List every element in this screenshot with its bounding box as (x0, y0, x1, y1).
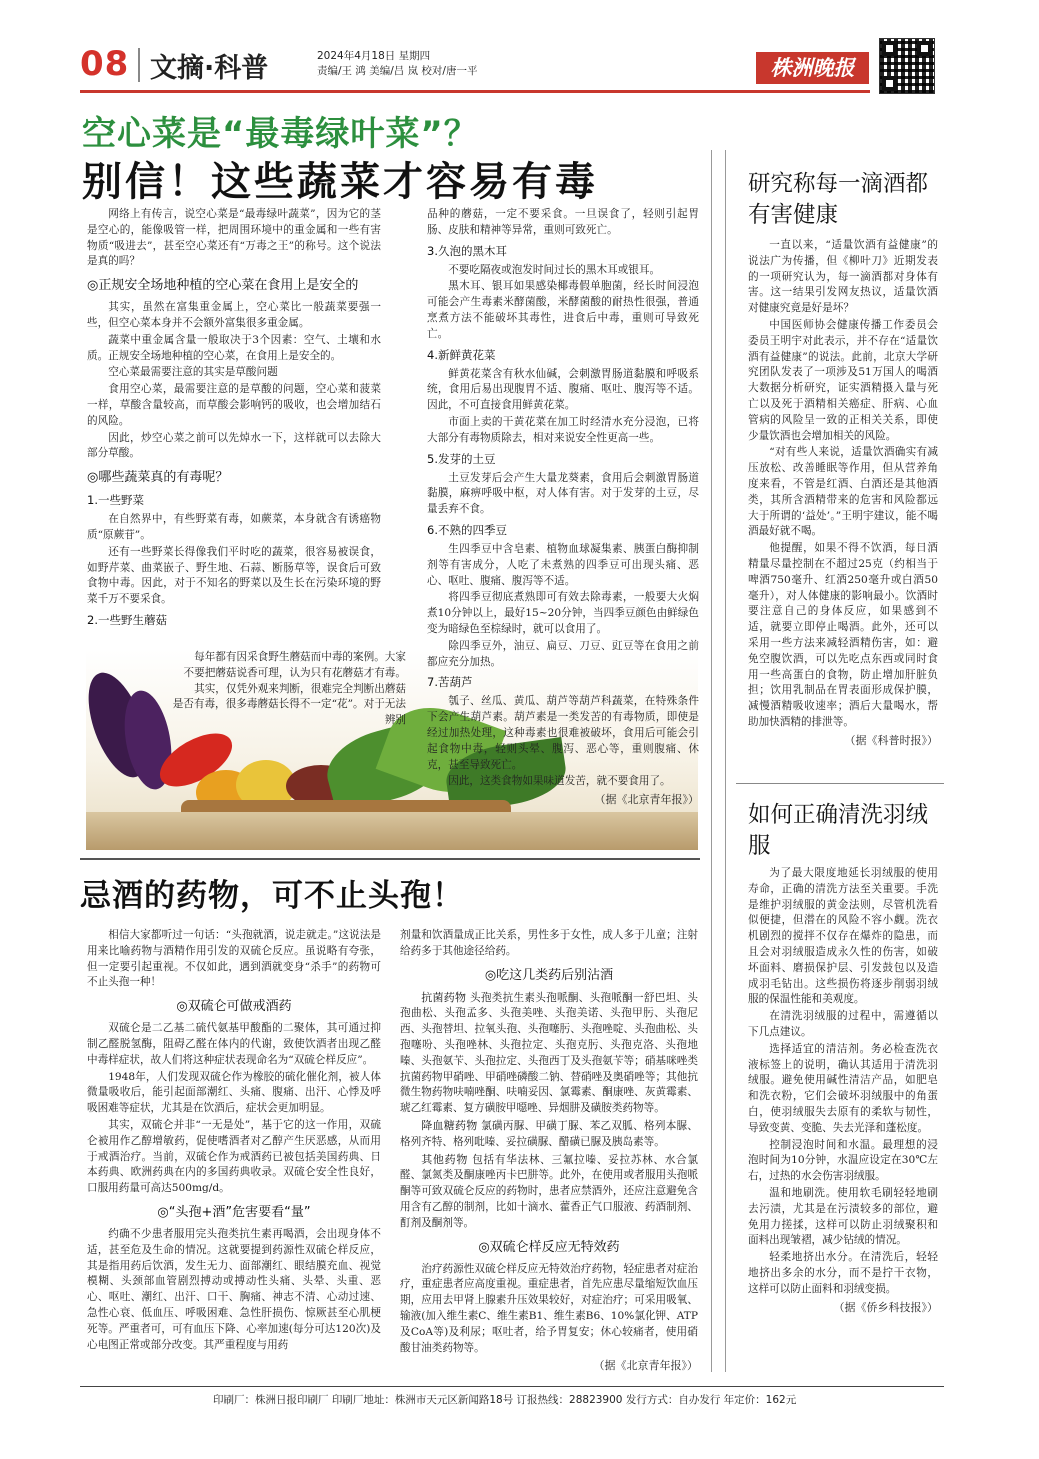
header-rule (80, 90, 870, 93)
article1-column-left (87, 207, 381, 632)
article1-paragraph: 瓠子、丝瓜、黄瓜、葫芦等葫芦科蔬菜，在特殊条件下会产生葫芦素。葫芦素是一类发苦的有毒物质，即使是经过加热处理，这种毒素也很难被破坏，食用后可能会引起食物中毒，轻则头晕、腹泻、恶心等，重则腹痛、休克，甚至导致死亡。 (427, 695, 699, 771)
article4-paragraph: 温和地刷洗。使用软毛刷轻轻地刷去污渍，尤其是在污渍较多的部位，避免用力搓揉，这样可以防止羽绒聚积和面料出现皱褶，减少钻绒的情况。 (748, 1186, 938, 1247)
article3-paragraph: 他提醒，如果不得不饮酒，每日酒精量尽量控制在不超过25克（约相当于啤酒750毫升、红酒250毫升或白酒50毫升），对人体健康的影响最小。饮酒时要注意自己的身体反应，如果感到不适，就要立即停止喝酒。此外，还可以采用一些方法来减轻酒精伤害，如：避免空腹饮酒，可以先吃点东西或同时食用一些高蛋白的食物，防止增加肝脏负担；饮用乳制品在胃表面形成保护膜，减慢酒精吸收速率；酒后大量喝水，帮助加快酒精的排泄等。 (748, 542, 938, 728)
drug-category-label: 其他药物 (421, 1152, 469, 1166)
right-column-rule (736, 783, 944, 784)
article1-paragraph: 因此，炒空心菜之前可以先焯水一下，这样就可以去除大部分草酸。 (87, 431, 381, 460)
article2-heading-4: ◎双硫仑样反应无特效药 (478, 1239, 620, 1255)
article1-subheading: 3.久泡的黑木耳 (427, 243, 507, 258)
article2-paragraph: 约确不少患者服用完头孢类抗生素再喝酒，会出现身体不适，甚至危及生命的情况。这就要提到药源性双硫仑样反应，其是指用药后饮酒，发生无力、面部潮红、眼结膜充血、视觉模糊、头颈部血管剧烈搏动或搏动性头痛、头晕、头重、恶心、呕吐、潮红、出汗、口干、胸痛、神志不清、心动过速、急性心衰、低血压、呼吸困难、急性肝损伤、惊厥甚至心肌梗死等。严重者可，可有血压下降、心率加速(每分可达120次)及心电图正常或部分改变。其严重程度与用药 (87, 1227, 381, 1351)
article4-paragraph: 为了最大限度地延长羽绒服的使用寿命，正确的清洗方法至关重要。手洗是维护羽绒服的黄金法则，尽管机洗看似便捷，但潜在的风险不容小觑。洗衣机剧烈的搅拌不仅存在爆炸的隐患，而且会对羽绒服造成永久性的伤害，如破坏面料、磨损保护层、引发鼓包以及造成羽毛钻出。这些损伤将逐步削弱羽绒服的保温性能和美观度。 (748, 867, 938, 1006)
article2-paragraph: 双硫仑是二乙基二硫代氨基甲酸酯的二聚体，其可通过抑制乙醛脱氢酶，阻碍乙醛在体内的代谢，致使饮酒者出现乙醛中毒样症状，故人们将这种症状表现命名为“双硫仑样反应”。 (87, 1022, 381, 1066)
article1-title-line2: 别信！这些蔬菜才容易有毒 (82, 159, 598, 205)
qr-code-icon (879, 38, 935, 94)
footer-rule (80, 1386, 944, 1387)
article2-title: 忌酒的药物，可不止头孢！ (80, 878, 464, 914)
article1-heading-1: ◎正规安全场地种植的空心菜在食用上是安全的 (87, 278, 359, 294)
footer-printing-info: 印刷厂：株洲日报印刷厂 印刷厂地址：株洲市天元区新闻路18号 订报热线：28823900 发行方式：自办发行 年定价：162元 (213, 1394, 797, 1406)
drug-list: 氯磺丙脲、甲磺丁脲、苯乙双胍、格列本脲、格列齐特、格列吡嗪、妥拉磺脲、醋磺已脲及胰岛素等。 (400, 1119, 699, 1148)
article4-paragraph: 控制浸泡时间和水温。最理想的浸泡时间为10分钟，水温应设定在30℃左右，过热的水会伤害羽绒服。 (748, 1138, 938, 1183)
mushroom-text-block (170, 650, 406, 729)
article1-paragraph: 每年都有因采食野生蘑菇而中毒的案例。大家不要把蘑菇说香可理，认为只有花蘑菇才有毒。 (183, 651, 406, 679)
page-number: 08 (80, 44, 130, 84)
section-name: 文摘·科普 (150, 53, 269, 84)
article1-paragraph: 不要吃隔夜或泡发时间过长的黑木耳或银耳。 (448, 263, 661, 276)
article2-source: （据《北京青年报》） (593, 1359, 698, 1373)
drug-category-label: 降血糖药物 (421, 1118, 478, 1132)
article1-paragraph: 土豆发芽后会产生大量龙葵素，食用后会刺激胃肠道黏膜，麻痹呼吸中枢，对人体有害。对于发芽的土豆，尽量丢弃不食。 (427, 471, 699, 516)
article1-subheading: 1.一些野菜 (87, 493, 144, 508)
column-divider (725, 150, 726, 1372)
article3-source: （据《科普时报》） (844, 733, 938, 747)
article1-paragraph: 将四季豆彻底煮熟即可有效去除毒素，一般要大火焖煮10分钟以上，最好15~20分钟，当四季豆颜色由鲜绿色变为暗绿色至棕绿时，就可以食用了。 (427, 591, 699, 635)
article1-subheading: 5.发芽的土豆 (427, 451, 496, 466)
article1-paragraph: 空心菜最需要注意的其实是草酸问题 (108, 366, 278, 379)
article1-paragraph: 黑木耳、银耳如果感染椰毒假单胞菌，经长时间浸泡可能会产生毒素米酵菌酸，米酵菌酸的耐热性很强，普通烹煮方法不能破坏其毒性，进食后中毒，重则可导致死亡。 (427, 280, 699, 340)
article1-paragraph: 蔬菜中重金属含量一般取决于3个因素：空气、土壤和水质。正规安全场地种植的空心菜，在食用上是安全的。 (87, 333, 381, 362)
article2-paragraph: 1948年，人们发现双硫仑作为橡胶的硫化催化剂，被人体微量吸收后，能引起面部潮红、头痛、腹痛、出汗、心悸及呼吸困难等症状，尤其是在饮酒后，症状会更加明显。 (87, 1070, 381, 1115)
newspaper-logo: 株洲晚报 (756, 52, 869, 84)
article2-paragraph: 治疗药源性双硫仑样反应无特效治疗药物，轻症患者对症治疗，重症患者应高度重视。重症患者，首先应患尽量缩短饮血压期，应用去甲肾上腺素升压效果较好，对症治疗；可采用吸氧、输液(加入维生素C、维生素B1、维生素B6、10%氯化钾、ATP及CoA等)及利尿；呕吐者，给予胃复安；休心较痛者，使用硝酸甘油类药物等。 (400, 1262, 698, 1354)
article1-subheading: 4.新鲜黄花菜 (427, 347, 496, 362)
article4-body (748, 866, 938, 1315)
article1-paragraph: 鲜黄花菜含有秋水仙碱，会刺激胃肠道黏膜和呼吸系统，食用后易出现腹胃不适、腹痛、呕吐、腹泻等不适。因此，不可直接食用鲜黄花菜。 (427, 367, 699, 412)
article2-heading-2: ◎“头孢+酒”危害要看“量” (157, 1204, 311, 1220)
article4-paragraph: 在清洗羽绒服的过程中，需遵循以下几点建议。 (748, 1010, 938, 1038)
article1-heading-2: ◎哪些蔬菜真的有毒呢？ (87, 470, 229, 486)
column-divider (711, 150, 712, 1372)
article1-paragraph: 其实，虽然在富集重金属上，空心菜比一般蔬菜要强一些，但空心菜本身并不会额外富集很多重金属。 (87, 301, 381, 329)
article4-paragraph: 选择适宜的清洁剂。务必检查洗衣液标签上的说明，确认其适用于清洗羽绒服。避免使用碱性清洁产品，如肥皂和洗衣粉，它们会破坏羽绒服中的角蛋白，使羽绒服失去原有的柔软与韧性，导致变黄、变脆、失去光泽和蓬松度。 (748, 1042, 938, 1134)
article1-paragraph: 其实，仅凭外观来判断，很难完全判断出蘑菇是否有毒，很多毒蘑菇长得不一定“花”。对于无法辨别 (172, 682, 406, 727)
article4-title: 如何正确清洗羽绒服 (748, 802, 929, 859)
article2-column-right (400, 928, 698, 1374)
article2-heading-3: ◎吃这几类药后别沾酒 (484, 967, 614, 983)
article1-paragraph: 市面上卖的干黄花菜在加工时经清水充分浸泡，已将大部分有毒物质除去，相对来说安全性更高一些。 (427, 415, 699, 444)
article4-source: （据《侨乡科技报》） (833, 1300, 938, 1314)
article3-title: 研究称每一滴酒都有害健康 (748, 171, 929, 228)
article1-paragraph: 品种的蘑菇，一定不要采食。一旦误食了，轻则引起胃肠、皮肤和精神等异常，重则可致死亡。 (427, 208, 699, 236)
article1-paragraph: 除四季豆外，油豆、扁豆、刀豆、豇豆等在食用之前都应充分加热。 (427, 639, 699, 668)
article1-intro: 网络上有传言，说空心菜是“最毒绿叶蔬菜”，因为它的茎是空心的，能像吸管一样，把周围环境中的重金属和一些有害物质“吸进去”，甚至空心菜还有“万毒之王”的称号。这个说法是真的吗？ (87, 208, 381, 268)
drug-category-label: 抗菌药物 (421, 990, 467, 1004)
article3-paragraph: 中国医师协会健康传播工作委员会委员王明宇对此表示，并不存在“适量饮酒有益健康”的说法。此前，北京大学研究团队发表了一项涉及51万国人的喝酒大数据分析研究，证实酒精摄入量与死亡以及死于酒精相关癌症、肝病、心血管病的风险呈一致的正相关关系，即使少量饮酒也会增加相关的风险。 (748, 318, 938, 442)
editor-credits: 责编/王 鸿 美编/吕 岚 校对/唐一平 (317, 65, 478, 77)
article1-subheading: 7.苦葫芦 (427, 675, 473, 690)
article3-paragraph: “对有些人来说，适量饮酒确实有减压放松、改善睡眠等作用，但从营养角度来看，不管是红酒、白酒还是其他酒类，其所含酒精带来的危害和风险都远大于所谓的‘益处’。”王明宇建议，能不喝酒最好就不喝。 (748, 446, 938, 538)
article1-paragraph: 食用空心菜，最需要注意的是草酸的问题，空心菜和菠菜一样，草酸含量较高，而草酸会影响钙的吸收，也会增加结石的风险。 (87, 383, 381, 427)
drug-list: 包括有华法林、三氟拉嗪、妥拉苏林、水合氯醛、氯氮类及酮康唑丙卡巴肼等。此外，在使用或者服用头孢哌酮等可致双硫仑反应的药物时，患者应禁酒外，还应注意避免含用含有乙醇的制剂，比如十滴水、藿香正气口服液、药酒制剂、酊剂及酮剂等。 (400, 1153, 699, 1229)
article1-source: （据《北京青年报》） (594, 793, 699, 807)
article1-paragraph: 在自然界中，有些野菜有毒，如蕨菜，本身就含有诱癌物质“原蕨苷”。 (87, 513, 381, 541)
article4-paragraph: 轻柔地挤出水分。在清洗后，轻轻地挤出多余的水分，而不是拧干衣物，这样可以防止面料和羽绒变损。 (748, 1251, 938, 1295)
article2-intro: 相信大家都听过一句话：“头孢就酒，说走就走。”这说法是用来比喻药物与酒精作用引发的双硫仑反应。虽说略有夸张，但一定要引起重视。不仅如此，遇到酒就变身“杀手”的药物可不止头孢一种！ (87, 929, 381, 989)
article2-column-left (87, 928, 381, 1354)
article1-column-right (427, 207, 699, 808)
article1-subheading: 2.一些野生蘑菇 (87, 612, 167, 627)
article2-heading-1: ◎双硫仑可做戒酒药 (176, 999, 292, 1015)
drug-list: 头孢类抗生素头孢哌酮、头孢哌酮一舒巴坦、头孢曲松、头孢孟多、头孢美唑、头孢美诺、头孢甲肟、头孢尼西、头孢替坦、拉氧头孢、头孢噻肟、头孢唑啶、头孢曲松、头孢噻吩、头孢唑林、头孢拉定、头孢克肟、头孢克洛、头孢地嗪、头孢氨苄、头孢拉定、头孢西丁及头孢氨苄等；硝基咪唑类抗菌药物甲硝唑、甲硝唑磷酸二钠、替硝唑及奥硝唑等；其他抗微生物药物呋喃唑酮、呋喃妥因、氯霉素、酮康唑、灰黄霉素、琥乙红霉素、复方磺胺甲噁唑、异烟肼及磺胺类药物等。 (400, 991, 699, 1115)
article2-top-rule (80, 858, 700, 860)
article1-subheading: 6.不熟的四季豆 (427, 522, 507, 537)
article2-paragraph: 其实，双硫仑并非“一无是处”，基于它的这一作用，双硫仑被用作乙醇增敏药，促使嗜酒者对乙醇产生厌恶感，从而用于戒酒治疗。当前，双硫仑作为戒酒药已被包括美国药典、日本药典、欧洲药典在内的多国药典收录。双硫仑安全性良好，口服用药量可高达500mg/d。 (87, 1118, 381, 1195)
article3-paragraph: 一直以来，“适量饮酒有益健康”的说法广为传播，但《柳叶刀》近期发表的一项研究认为，每一滴酒都对身体有害。这一结果引发网友热议，适量饮酒对健康究竟是好是坏？ (748, 239, 938, 315)
article3-body (748, 238, 938, 749)
issue-date: 2024年4月18日 星期四 (317, 50, 431, 62)
article1-paragraph: 因此，这类食物如果味道发苦，就不要食用了。 (448, 775, 671, 788)
article1-paragraph: 生四季豆中含皂素、植物血球凝集素、胰蛋白酶抑制剂等有害成分，人吃了未煮熟的四季豆可出现头痛、恶心、呕吐、腹痛、腹泻等不适。 (427, 542, 699, 587)
article2-paragraph: 剂量和饮酒量成正比关系，男性多于女性，成人多于儿童；注射给药多于其他途径给药。 (400, 929, 698, 957)
article1-title-line1: 空心菜是“最毒绿叶菜”？ (82, 114, 479, 154)
masthead-divider (138, 48, 140, 82)
article1-paragraph: 还有一些野菜长得像我们平时吃的蔬菜，很容易被误食，如野芹菜、曲菜嵌子、野生地、石蒜、断肠草等，误食后可致食物中毒。因此，对于不知名的野菜以及生长在污染环境的野菜千万不要采食。 (87, 545, 381, 606)
